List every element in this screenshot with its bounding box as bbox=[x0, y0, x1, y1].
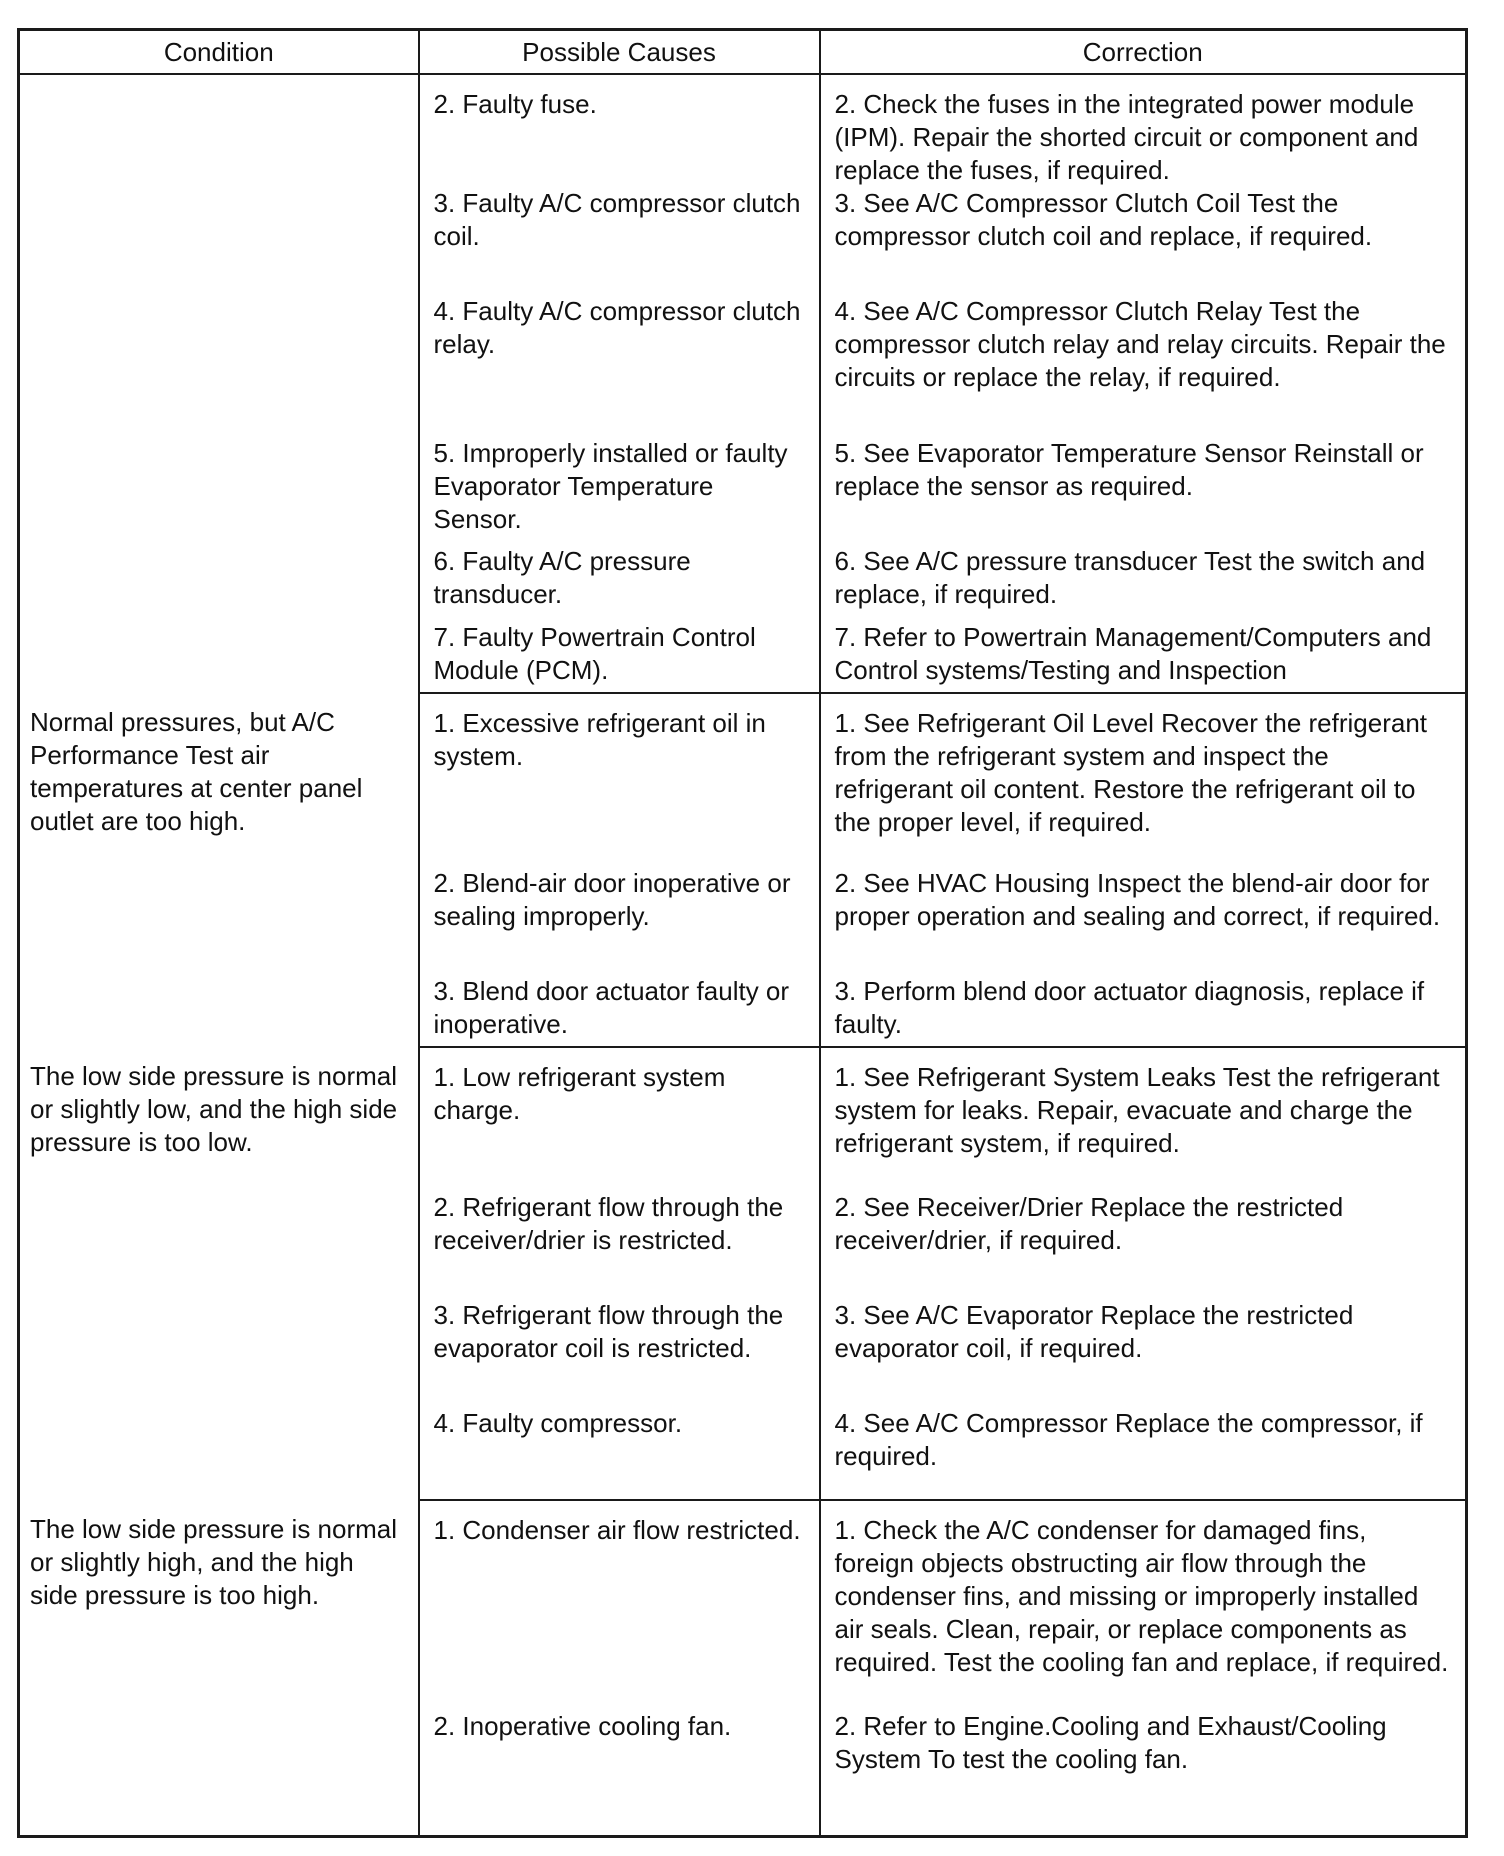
table-row bbox=[19, 1047, 1467, 1191]
table-row bbox=[19, 1500, 1467, 1710]
table-row bbox=[19, 693, 1467, 867]
correction-cell: 2. Check the fuses in the integrated power module (IPM). Repair the shorted circuit or component and replace the fuses, if required. bbox=[820, 74, 1467, 187]
cause-cell: 4. Faulty A/C compressor clutch relay. bbox=[419, 295, 820, 437]
correction-cell: 2. See Receiver/Drier Replace the restricted receiver/drier, if required. bbox=[820, 1191, 1467, 1299]
correction-cell: 3. See A/C Evaporator Replace the restricted evaporator coil, if required. bbox=[820, 1299, 1467, 1407]
correction-cell: 3. See A/C Compressor Clutch Coil Test the compressor clutch coil and replace, if required. bbox=[820, 187, 1467, 295]
correction-cell: 5. See Evaporator Temperature Sensor Reinstall or replace the sensor as required. bbox=[820, 437, 1467, 545]
condition-cell: The low side pressure is normal or slightly high, and the high side pressure is too high. bbox=[19, 1500, 419, 1837]
correction-cell: 4. See A/C Compressor Clutch Relay Test the compressor clutch relay and relay circuits. Repair the circuits or replace the relay, if required. bbox=[820, 295, 1467, 437]
cause-cell: 2. Faulty fuse. bbox=[419, 74, 820, 187]
correction-cell: 1. Check the A/C condenser for damaged fins, foreign objects obstructing air flow through the condenser fins, and missing or improperly installed air seals. Clean, repair, or replace components as required. Test the cooling fan and replace, if required. bbox=[820, 1500, 1467, 1710]
diagnosis-table bbox=[17, 28, 1468, 1838]
cause-cell: 7. Faulty Powertrain Control Module (PCM). bbox=[419, 621, 820, 693]
cause-cell: 3. Blend door actuator faulty or inoperative. bbox=[419, 975, 820, 1047]
condition-cell: Normal pressures, but A/C Performance Test air temperatures at center panel outlet are too high. bbox=[19, 693, 419, 1047]
cause-cell: 3. Faulty A/C compressor clutch coil. bbox=[419, 187, 820, 295]
correction-cell: 2. Refer to Engine.Cooling and Exhaust/Cooling System To test the cooling fan. bbox=[820, 1710, 1467, 1837]
cause-cell: 1. Low refrigerant system charge. bbox=[419, 1047, 820, 1191]
header-correction: Correction bbox=[820, 30, 1467, 75]
cause-cell: 4. Faulty compressor. bbox=[419, 1407, 820, 1500]
condition-cell: The low side pressure is normal or slightly low, and the high side pressure is too low. bbox=[19, 1047, 419, 1500]
diagnosis-table-sheet bbox=[17, 28, 1465, 1838]
correction-cell: 2. See HVAC Housing Inspect the blend-air door for proper operation and sealing and correct, if required. bbox=[820, 867, 1467, 975]
correction-cell: 3. Perform blend door actuator diagnosis, replace if faulty. bbox=[820, 975, 1467, 1047]
correction-cell: 1. See Refrigerant Oil Level Recover the refrigerant from the refrigerant system and inspect the refrigerant oil content. Restore the refrigerant oil to the proper level, if required. bbox=[820, 693, 1467, 867]
correction-cell: 6. See A/C pressure transducer Test the switch and replace, if required. bbox=[820, 545, 1467, 621]
condition-cell bbox=[19, 74, 419, 693]
correction-cell: 1. See Refrigerant System Leaks Test the refrigerant system for leaks. Repair, evacuate and charge the refrigerant system, if required. bbox=[820, 1047, 1467, 1191]
cause-cell: 6. Faulty A/C pressure transducer. bbox=[419, 545, 820, 621]
cause-cell: 2. Inoperative cooling fan. bbox=[419, 1710, 820, 1837]
cause-cell: 5. Improperly installed or faulty Evaporator Temperature Sensor. bbox=[419, 437, 820, 545]
header-condition: Condition bbox=[19, 30, 419, 75]
header-row bbox=[19, 30, 1467, 75]
correction-cell: 7. Refer to Powertrain Management/Computers and Control systems/Testing and Inspection bbox=[820, 621, 1467, 693]
cause-cell: 1. Excessive refrigerant oil in system. bbox=[419, 693, 820, 867]
cause-cell: 1. Condenser air flow restricted. bbox=[419, 1500, 820, 1710]
cause-cell: 2. Blend-air door inoperative or sealing improperly. bbox=[419, 867, 820, 975]
header-possible-causes: Possible Causes bbox=[419, 30, 820, 75]
cause-cell: 3. Refrigerant flow through the evaporator coil is restricted. bbox=[419, 1299, 820, 1407]
table-row bbox=[19, 74, 1467, 187]
correction-cell: 4. See A/C Compressor Replace the compressor, if required. bbox=[820, 1407, 1467, 1500]
cause-cell: 2. Refrigerant flow through the receiver/drier is restricted. bbox=[419, 1191, 820, 1299]
